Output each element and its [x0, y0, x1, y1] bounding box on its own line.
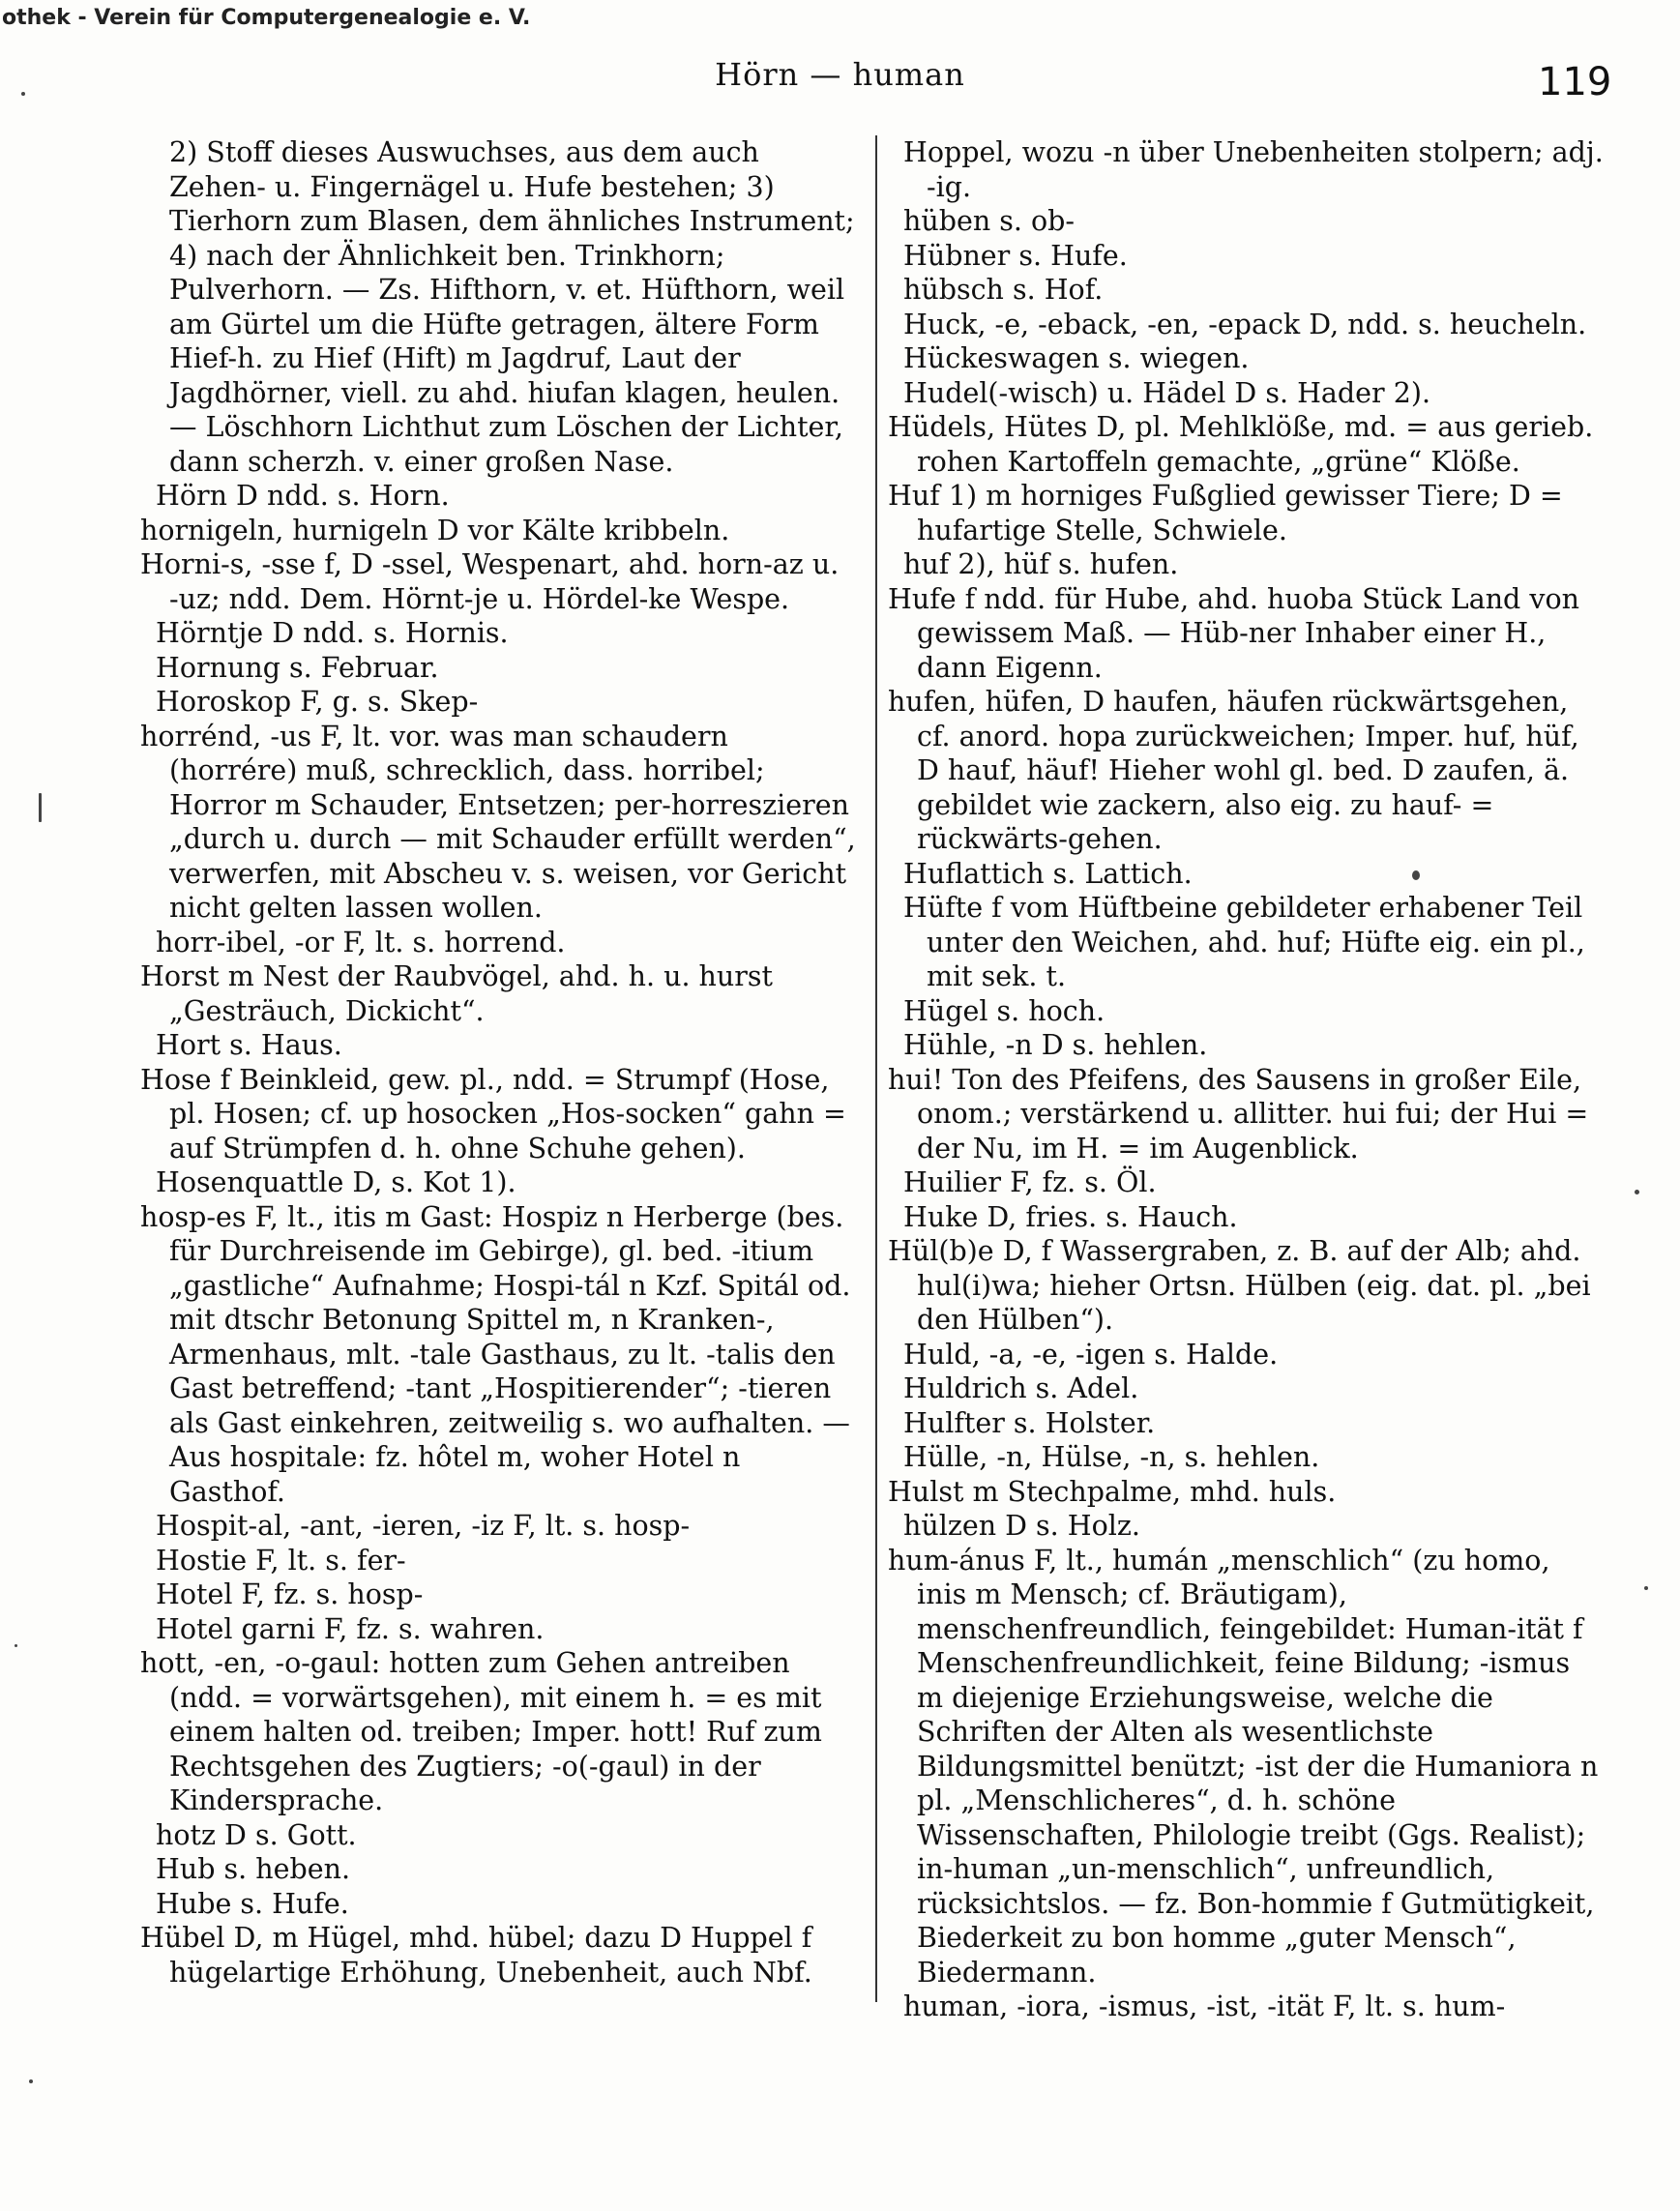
- dictionary-entry: Hotel F, fz. s. hosp-: [156, 1578, 424, 1610]
- dictionary-entry: Huld, -a, -e, -igen s. Halde.: [903, 1338, 1279, 1371]
- dictionary-entry: Hüdels, Hütes D, pl. Mehlklöße, md. = aus gerieb. rohen Kartoffeln gemachte, „grüne“ Klöße.: [888, 411, 1594, 478]
- dictionary-entry: Hulfter s. Holster.: [903, 1406, 1156, 1439]
- dictionary-entry: hott, -en, -o-gaul: hotten zum Gehen antreiben (ndd. = vorwärtsgehen), mit einem h. = es mit einem halten od. treiben; Imper. hott! Ruf zum Rechtsgehen des Zugtiers; -o(-gaul) in der Kindersprache.: [140, 1647, 822, 1816]
- dictionary-entry: Hoppel, wozu -n über Unebenheiten stolpern; adj. -ig.: [903, 136, 1604, 203]
- dictionary-entry: hübsch s. Hof.: [903, 274, 1104, 306]
- dictionary-entry: Hospit-al, -ant, -ieren, -iz F, lt. s. hosp-: [156, 1510, 691, 1542]
- dictionary-entry: Hose f Beinkleid, gew. pl., ndd. = Strumpf (Hose, pl. Hosen; cf. up hosocken „Hos-socken“ gahn = auf Strümpfen d. h. ohne Schuhe gehen).: [140, 1063, 846, 1164]
- dictionary-entry: hotz D s. Gott.: [156, 1818, 357, 1851]
- dictionary-entry: Huflattich s. Lattich.: [903, 857, 1193, 890]
- speck: [39, 793, 42, 822]
- dictionary-entry: human, -iora, -ismus, -ist, -ität F, lt. s. hum-: [903, 1990, 1506, 2022]
- watermark: othek - Verein für Computergenealogie e. V.: [2, 6, 531, 30]
- dictionary-entry: Hückeswagen s. wiegen.: [903, 342, 1250, 374]
- dictionary-entry: Huldrich s. Adel.: [903, 1372, 1139, 1404]
- dictionary-entry: hüben s. ob-: [903, 205, 1076, 237]
- dictionary-entry: horr-ibel, -or F, lt. s. horrend.: [156, 926, 566, 958]
- dictionary-entry: Hüfte f vom Hüftbeine gebildeter erhabener Teil unter den Weichen, ahd. huf; Hüfte eig. ein pl., mit sek. t.: [903, 892, 1585, 992]
- dictionary-entry: huf 2), hüf s. hufen.: [903, 548, 1179, 580]
- dictionary-entry: Hügel s. hoch.: [903, 994, 1105, 1027]
- dictionary-entry: Hulst m Stechpalme, mhd. huls.: [888, 1475, 1337, 1508]
- speck: [21, 92, 25, 96]
- dictionary-entry: Hufe f ndd. für Hube, ahd. huoba Stück Land von gewissem Maß. — Hüb-ner Inhaber einer H., dann Eigenn.: [888, 582, 1579, 684]
- dictionary-entry: Hornung s. Februar.: [156, 651, 439, 684]
- dictionary-entry: Hudel(-wisch) u. Hädel D s. Hader 2).: [903, 376, 1431, 409]
- speck: [1644, 1586, 1648, 1590]
- dictionary-entry: hui! Ton des Pfeifens, des Sausens in großer Eile, onom.; verstärkend u. allitter. hui fui; der Hui = der Nu, im H. = im Augenblick.: [888, 1063, 1589, 1164]
- dictionary-entry: Hort s. Haus.: [156, 1029, 342, 1061]
- dictionary-entry: hum-ánus F, lt., humán „menschlich“ (zu homo, inis m Mensch; cf. Bräutigam), menschenfreundlich, feingebildet: Human-ität f Menschenfreundlichkeit, feine Bildung; -ismus m diejenige Erziehungsweise, welche die Schriften der Alten als wesentlichste Bildungsmittel benützt; -ist der die Humaniora n pl. „Menschlicheres“, d. h. schöne Wissenschaften, Philologie treibt (Ggs. Realist); in-human „un-menschlich“, unfreundlich, rücksichtslos. — fz. Bon-hommie f Gutmütigkeit, Biederkeit zu bon homme „guter Mensch“, Biedermann.: [888, 1544, 1599, 1989]
- dictionary-entry: Hosenquattle D, s. Kot 1).: [156, 1166, 516, 1198]
- speck: [29, 2079, 33, 2083]
- dictionary-entry: Hühle, -n D s. hehlen.: [903, 1029, 1208, 1061]
- dictionary-entry: hülzen D s. Holz.: [903, 1510, 1140, 1542]
- dictionary-entry: hufen, hüfen, D haufen, häufen rückwärtsgehen, cf. anord. hopa zurückweichen; Imper. huf, hüf, D hauf, häuf! Hieher wohl gl. bed. D zaufen, ä. gebildet wie zackern, also eig. zu hauf- = rückwärts-gehen.: [888, 686, 1579, 855]
- dictionary-entry: Hub s. heben.: [156, 1853, 351, 1885]
- dictionary-entry: Hübel D, m Hügel, mhd. hübel; dazu D Huppel f hügelartige Erhöhung, Unebenheit, auch Nbf.: [140, 1922, 812, 1989]
- dictionary-entry: Hostie F, lt. s. fer-: [156, 1544, 406, 1577]
- dictionary-entry: Huilier F, fz. s. Öl.: [903, 1166, 1157, 1198]
- dictionary-entry: Hülle, -n, Hülse, -n, s. hehlen.: [903, 1441, 1320, 1473]
- dictionary-entry: hornigeln, hurnigeln D vor Kälte kribbeln.: [140, 514, 730, 546]
- column-divider: [875, 135, 877, 2002]
- left-column: [140, 135, 856, 1990]
- dictionary-entry: horrénd, -us F, lt. vor. was man schaudern (horrére) muß, schrecklich, dass. horribel; Horror m Schauder, Entsetzen; per-horreszieren „durch u. durch — mit Schauder erfüllt werden“, verwerfen, mit Abscheu v. s. weisen, vor Gericht nicht gelten lassen wollen.: [140, 720, 856, 924]
- dictionary-entry: Huck, -e, -eback, -en, -epack D, ndd. s. heucheln.: [903, 308, 1587, 340]
- dictionary-entry: Hörn D ndd. s. Horn.: [156, 480, 450, 512]
- speck: [1412, 870, 1420, 880]
- dictionary-entry: Hotel garni F, fz. s. wahren.: [156, 1612, 545, 1645]
- right-column: [888, 135, 1604, 2024]
- dictionary-entry: Horni-s, -sse f, D -ssel, Wespenart, ahd. horn-az u. -uz; ndd. Dem. Hörnt-je u. Hördel-ke Wespe.: [140, 548, 840, 615]
- dictionary-entry: Hül(b)e D, f Wassergraben, z. B. auf der Alb; ahd. hul(i)wa; hieher Ortsn. Hülben (eig. dat. pl. „bei den Hülben“).: [888, 1235, 1591, 1336]
- page-number: 119: [1538, 60, 1612, 104]
- dictionary-entry: 2) Stoff dieses Auswuchses, aus dem auch Zehen- u. Fingernägel u. Hufe bestehen; 3) Tierhorn zum Blasen, dem ähnliches Instrument; 4) nach der Ähnlichkeit ben. Trinkhorn; Pulverhorn. — Zs. Hifthorn, v. et. Hüfthorn, weil am Gürtel um die Hüfte getragen, ältere Form Hief-h. zu Hief (Hift) m Jagdruf, Laut der Jagdhörner, viell. zu ahd. hiufan klagen, heulen. — Löschhorn Lichthut zum Löschen der Lichter, dann scherzh. v. einer großen Nase.: [169, 136, 855, 478]
- dictionary-entry: Hörntje D ndd. s. Hornis.: [156, 617, 509, 649]
- dictionary-entry: Huf 1) m horniges Fußglied gewisser Tiere; D = hufartige Stelle, Schwiele.: [888, 480, 1563, 546]
- speck: [1635, 1190, 1639, 1194]
- dictionary-entry: Huke D, fries. s. Hauch.: [903, 1200, 1238, 1233]
- dictionary-entry: Horoskop F, g. s. Skep-: [156, 686, 479, 718]
- dictionary-entry: Horst m Nest der Raubvögel, ahd. h. u. hurst „Gesträuch, Dickicht“.: [140, 960, 773, 1027]
- dictionary-entry: Hübner s. Hufe.: [903, 239, 1128, 272]
- speck: [15, 1644, 17, 1647]
- running-head: Hörn — human: [715, 56, 965, 93]
- dictionary-entry: hosp-es F, lt., itis m Gast: Hospiz n Herberge (bes. für Durchreisende im Gebirge), gl. bed. -itium „gastliche“ Aufnahme; Hospi-tál n Kzf. Spitál od. mit dtschr Betonung Spittel m, n Kranken-, Armenhaus, mlt. -tale Gasthaus, zu lt. -talis den Gast betreffend; -tant „Hospitierender“; -tieren als Gast einkehren, zeitweilig s. wo aufhalten. — Aus hospitale: fz. hôtel m, woher Hotel n Gasthof.: [140, 1200, 851, 1508]
- dictionary-entry: Hube s. Hufe.: [156, 1887, 349, 1920]
